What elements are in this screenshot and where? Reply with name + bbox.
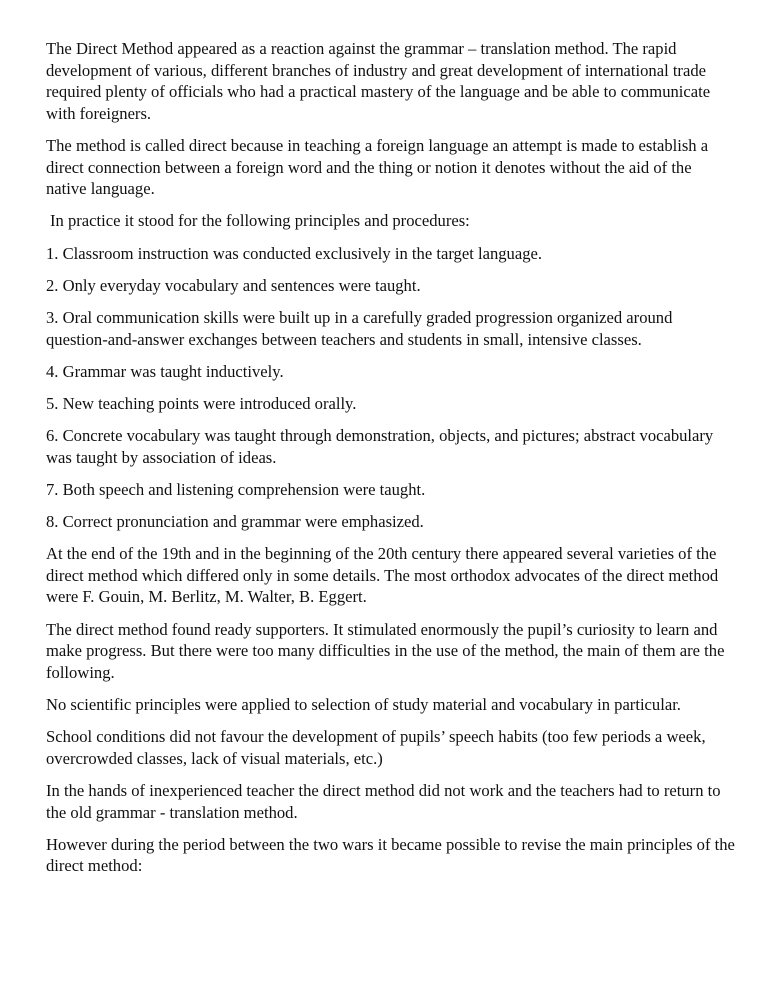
paragraph-supporters: The direct method found ready supporters. It stimulated enormously the pupil’s curiosity to learn and make progress. But there were too many difficulties in the use of the method, the main of them are the following. (46, 619, 725, 682)
principle-item-4: 4. Grammar was taught inductively. (46, 361, 284, 381)
document-page (46, 38, 736, 888)
paragraph-difficulty-2: School conditions did not favour the development of pupils’ speech habits (too few periods a week, overcrowded classes, lack of visual materials, etc.) (46, 727, 706, 768)
principle-item-7: 7. Both speech and listening comprehension were taught. (46, 479, 426, 499)
principle-item-5: 5. New teaching points were introduced orally. (46, 393, 357, 413)
paragraph-intro: The Direct Method appeared as a reaction against the grammar – translation method. The rapid development of various, different branches of industry and great development of international trade required plenty of officials who had a practical mastery of the language and be able to communicate with foreigners. (46, 39, 711, 123)
principle-item-6: 6. Concrete vocabulary was taught through demonstration, objects, and pictures; abstract vocabulary was taught by association of ideas. (46, 426, 714, 467)
principle-item-2: 2. Only everyday vocabulary and sentences were taught. (46, 275, 421, 295)
principle-item-3: 3. Oral communication skills were built up in a carefully graded progression organized around question-and-answer exchanges between teachers and students in small, intensive classes. (46, 307, 673, 349)
paragraph-principles-lead: In practice it stood for the following principles and procedures: (50, 211, 470, 231)
paragraph-revision: However during the period between the two wars it became possible to revise the main principles of the direct method: (46, 834, 735, 876)
principle-item-8: 8. Correct pronunciation and grammar were emphasized. (46, 512, 424, 532)
principle-item-1: 1. Classroom instruction was conducted exclusively in the target language. (46, 243, 543, 263)
paragraph-difficulty-1: No scientific principles were applied to selection of study material and vocabulary in particular. (46, 694, 681, 714)
paragraph-difficulty-3: In the hands of inexperienced teacher the direct method did not work and the teachers had to return to the old grammar - translation method. (46, 780, 721, 822)
paragraph-definition: The method is called direct because in teaching a foreign language an attempt is made to establish a direct connection between a foreign word and the thing or notion it denotes without the aid of the native language. (46, 135, 709, 199)
paragraph-varieties: At the end of the 19th and in the beginning of the 20th century there appeared several varieties of the direct method which differed only in some details. The most orthodox advocates of the direct method were F. Gouin, M. Berlitz, M. Walter, B. Eggert. (46, 544, 719, 607)
